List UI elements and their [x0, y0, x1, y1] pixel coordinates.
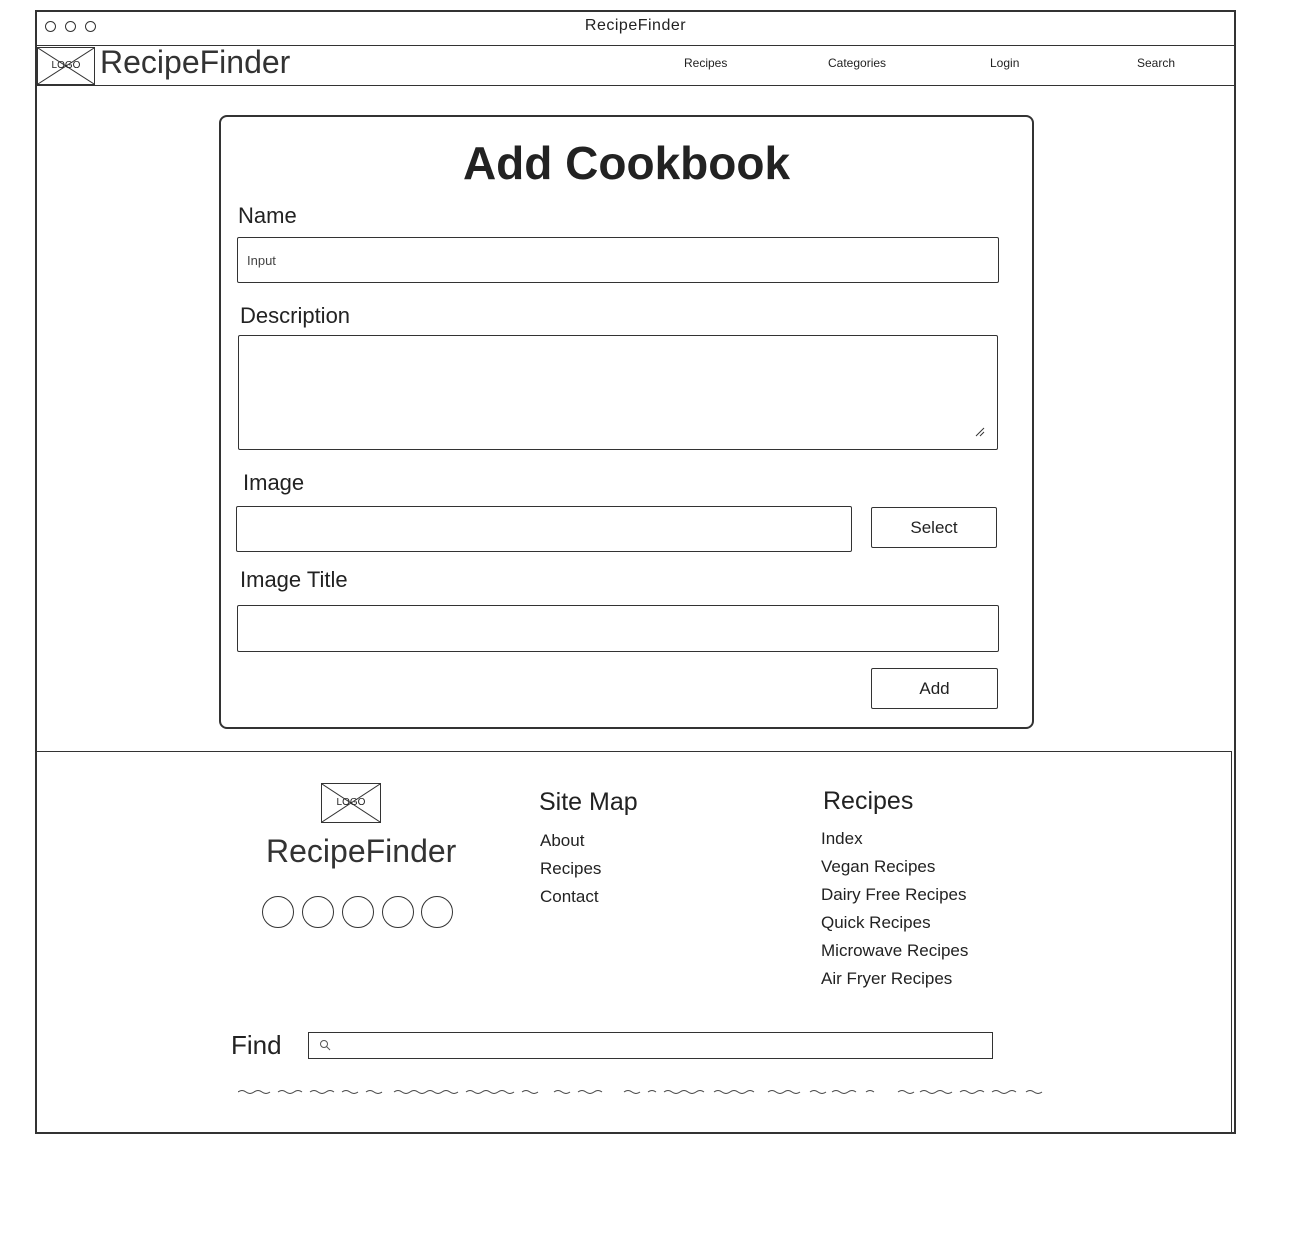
name-label: Name	[238, 203, 297, 228]
social-icon[interactable]	[302, 896, 334, 928]
search-icon	[319, 1039, 331, 1051]
sitemap-link-contact[interactable]: Contact	[540, 887, 599, 906]
sitemap-heading: Site Map	[539, 788, 638, 816]
window-title: RecipeFinder	[584, 17, 687, 34]
footer-logo-text: LOGO	[336, 797, 366, 808]
recipes-link-vegan[interactable]: Vegan Recipes	[821, 857, 936, 876]
image-input[interactable]	[236, 506, 852, 552]
image-title-input[interactable]	[237, 605, 999, 652]
page-title: Add Cookbook	[462, 137, 791, 189]
nav-link-search[interactable]: Search	[1137, 56, 1176, 70]
add-button[interactable]: Add	[871, 668, 998, 709]
nav-link-login[interactable]: Login	[990, 56, 1020, 70]
social-icon[interactable]	[262, 896, 294, 928]
header-brand[interactable]: RecipeFinder	[100, 44, 291, 80]
footer-brand: RecipeFinder	[266, 833, 457, 869]
footer-fine-print-scribble	[238, 1088, 1044, 1096]
description-textarea[interactable]	[238, 335, 998, 450]
header-logo[interactable]	[37, 47, 95, 85]
image-label: Image	[243, 470, 305, 495]
find-search-input[interactable]	[308, 1032, 993, 1059]
find-label: Find	[231, 1030, 282, 1060]
sitemap-link-recipes[interactable]: Recipes	[540, 859, 602, 878]
sitemap-link-about[interactable]: About	[540, 831, 585, 850]
window-titlebar	[35, 10, 1236, 46]
recipes-link-dairy-free[interactable]: Dairy Free Recipes	[821, 885, 967, 904]
recipes-link-quick[interactable]: Quick Recipes	[821, 913, 931, 932]
image-title-label: Image Title	[240, 567, 348, 592]
nav-link-categories[interactable]: Categories	[828, 56, 887, 70]
description-label: Description	[240, 303, 351, 328]
social-icon[interactable]	[421, 896, 453, 928]
name-input[interactable]	[237, 237, 999, 283]
select-image-button[interactable]: Select	[871, 507, 997, 548]
recipes-link-microwave[interactable]: Microwave Recipes	[821, 941, 969, 960]
social-icon[interactable]	[382, 896, 414, 928]
nav-link-recipes[interactable]: Recipes	[684, 56, 728, 70]
recipes-heading: Recipes	[823, 787, 914, 815]
name-input-value: Input	[247, 253, 276, 268]
header-logo-text: LOGO	[51, 60, 81, 71]
footer-logo[interactable]	[321, 783, 381, 823]
social-icon[interactable]	[342, 896, 374, 928]
recipes-link-index[interactable]: Index	[821, 829, 863, 848]
recipes-link-air-fryer[interactable]: Air Fryer Recipes	[821, 969, 953, 988]
resize-handle-icon[interactable]	[975, 427, 985, 437]
